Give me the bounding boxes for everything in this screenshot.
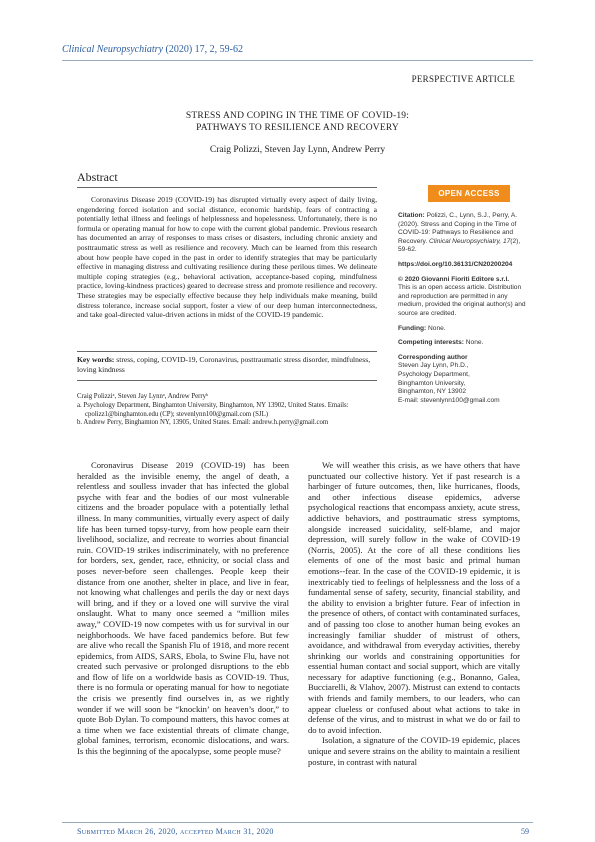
body-paragraph: Coronavirus Disease 2019 (COVID-19) has been heralded as the invisible enemy, the angel of death, a relentless and soulless invader that has infected the global psyche with fear and the bodies of our most vulnerable citizens and the broader populace with a potentially lethal illness. In many communities, virtually every aspect of daily life has been turned topsy-turvy, from how people earn their livelihood, socialize, and recreate to worries about financial ruin. COVID-19 strikes indiscriminately, with no preference for borders, sex, gender, race, ethnicity, or social class and poses never-before seen challenges. People keep their distance from one another, shelter in place, and live in fear, not knowing what challenges and perils the day or next days will bring, and if they or a loved one will survive the viral onslaught. What to many once seemed a “million miles away,” COVID-19 now competes with us for survival in our neighborhoods. We have faced pandemics before. But few are alive who recall the Spanish Flu of 1918, and more recent epidemics, from AIDS, SARS, Ebola, to Swine Flu, have not created such pervasive or prolonged disruptions to the ebb and flow of life on a worldwide basis as COVID-19. Thus, there is no formula or operating manual for how to negotiate the crisis we presently find ourselves in, as we rightly wonder if we will soon be “knockin’ on heaven’s door,” to quote Bob Dylan. To compound matters, this havoc comes at a time when we face existential threats of climate change, global famines, terrorism, economic dislocations, and wars. Is this the beginning of the apocalypse, some people muse? (77, 460, 289, 757)
doi-link[interactable] (398, 261, 528, 270)
copyright: © 2020 Giovanni Fioriti Editore s.r.l. (398, 275, 510, 283)
corr-dept: Psychology Department, (398, 370, 470, 378)
affiliation-b: b. Andrew Perry, Binghamton NY, 13905, United States. Email: andrew.h.perry@gmail.com (77, 419, 329, 427)
body-column-right (308, 460, 520, 767)
abstract-heading: Abstract (77, 170, 118, 184)
keywords-list: stress, coping, COVID-19, Coronavirus, posttraumatic stress disorder, mindfulness, loving kindness (77, 355, 371, 374)
page-number: 59 (521, 827, 529, 836)
article-title (0, 110, 595, 134)
citation-label: Citation: (398, 212, 425, 219)
article-type: PERSPECTIVE ARTICLE (411, 74, 515, 84)
citation-pages: (2), 59-62. (398, 237, 521, 254)
citation-text: Polizzi, C., Lynn, S.J., Perry, A. (2020). Stress and Coping in the Time of COVID-19: Pathways to Resilience and Recovery. (398, 212, 518, 245)
affiliation-a: a. Psychology Department, Binghamton University, Binghamton, NY 13902, United States. Emails: cpolizz1@binghamton.edu (CP); stevenlynn100@gmail.com (SJL) (77, 401, 349, 418)
keywords (77, 355, 377, 375)
affiliation-names: Craig Polizziᵃ, Steven Jay Lynnᵃ, Andrew Perryᵇ (77, 393, 209, 400)
footer-divider (62, 822, 533, 823)
body-paragraph: We will weather this crisis, as we have others that have punctuated our collective history. Yet if past research is a harbinger of future outcomes, then, like hurricanes, floods, and other infectious disease epidemics, adverse psychological reactions that encompass anxiety, acute stress, addictive behaviors, and posttraumatic stress symptoms, alongside increased suicidality, self-blame, and major depression, will surely follow in the wake of COVID-19 (Norris, 2005). At the core of all these conditions lies elements of one of the most basic and primal human emotions--fear. In the case of the COVID-19 epidemic, it is inextricably tied to feelings of helplessness and the loss of a fundamental sense of safety, security, financial stability, and the ability to envision a brighter future. Fear of infection in the presence of others, of contact with contaminated surfaces, and of passing too close to another human being evokes an increasingly familiar shudder of mistrust of others, avoidance, and withdrawal from everyday activities, thereby shrinking our worlds and constraining opportunities for essential human contact and social support, which are vitally necessary for adaptive functioning (e.g., Bonanno, Galea, Bucciarelli, & Vlahov, 2007). Mistrust can extend to contacts with friends and family members, to our leaders, who can appear clueless or confused about what actions to take in defense of the virus, and to mistrust in what we do or fail to do to avoid infection. (308, 460, 520, 735)
doi-text[interactable]: https://doi.org/10.36131/CN20200204 (398, 260, 513, 268)
copyright-block (398, 276, 528, 319)
keywords-divider-bottom (77, 380, 377, 381)
abstract-divider (77, 187, 377, 188)
corr-email[interactable]: E-mail: stevenlynn100@gmail.com (398, 396, 500, 404)
body-paragraph: Isolation, a signature of the COVID-19 epidemic, places unique and severe strains on the ability to maintain a resilient posture, in contrast with natural (308, 735, 520, 767)
journal-header (62, 44, 243, 55)
citation-journal: Clinical Neuropsychiatry, 17 (429, 237, 511, 245)
author-list: Craig Polizzi, Steven Jay Lynn, Andrew Perry (209, 145, 386, 155)
license-text: This is an open access article. Distribution and reproduction are permitted in any medium, provided the original author(s) and source are credited. (398, 284, 526, 317)
competing-block (398, 339, 528, 348)
competing-label: Competing interests: (398, 339, 464, 347)
abstract-text: Coronavirus Disease 2019 (COVID-19) has disrupted virtually every aspect of daily living, engendering forced isolation and social distance, economic hardship, fears of contracting a potentially lethal illness and feelings of helplessness and hopelessness. Unfortunately, there is no formula or operating manual for how to cope with the current global pandemic. Previous research has documented an array of responses to mass crises or disasters, including chronic anxiety and posttraumatic stress as well as resilience and recovery. Much can be learned from this research about how people have coped in the past in order to identify strategies that may be particularly effective in managing distress and cultivating resilience during these perilous times. We delineate multiple coping strategies (e.g., behavioral activation, acceptance-based coping, mindfulness practice, loving-kindness practices) geared to decrease stress and promote resilience and recovery. These strategies may be especially effective because they help individuals make meaning, build distress tolerance, increase social support, foster a view of our deep human interconnectedness, and take goal-directed value-driven actions in midst of the COVID-19 pandemic. (77, 195, 377, 320)
funding-value: None. (428, 324, 446, 332)
keywords-label: Key words: (77, 355, 115, 364)
corr-univ: Binghamton University, (398, 379, 466, 387)
submission-dates: Submitted March 26, 2020, accepted March 31, 2020 (77, 827, 274, 836)
corr-name: Steven Jay Lynn, Ph.D., (398, 362, 469, 370)
citation-block (398, 212, 528, 255)
funding-block (398, 325, 528, 334)
competing-value: None. (465, 339, 484, 347)
keywords-divider-top (77, 351, 377, 352)
corresponding-block (398, 354, 528, 406)
title-line-1: STRESS AND COPING IN THE TIME OF COVID-19: (185, 111, 410, 121)
body-column-left (77, 460, 289, 757)
funding-label: Funding: (398, 324, 427, 332)
affiliations (77, 393, 377, 428)
article-sidebar (398, 212, 528, 411)
journal-name: Clinical Neuropsychiatry (62, 44, 164, 55)
corr-city: Binghamton, NY 13902 (398, 388, 467, 396)
journal-citation: (2020) 17, 2, 59-62 (165, 44, 244, 55)
open-access-badge[interactable]: OPEN ACCESS (428, 185, 510, 202)
title-line-2: PATHWAYS TO RESILIENCE AND RECOVERY (196, 123, 399, 133)
header-divider (62, 60, 533, 61)
corresponding-label: Corresponding author (398, 353, 468, 361)
